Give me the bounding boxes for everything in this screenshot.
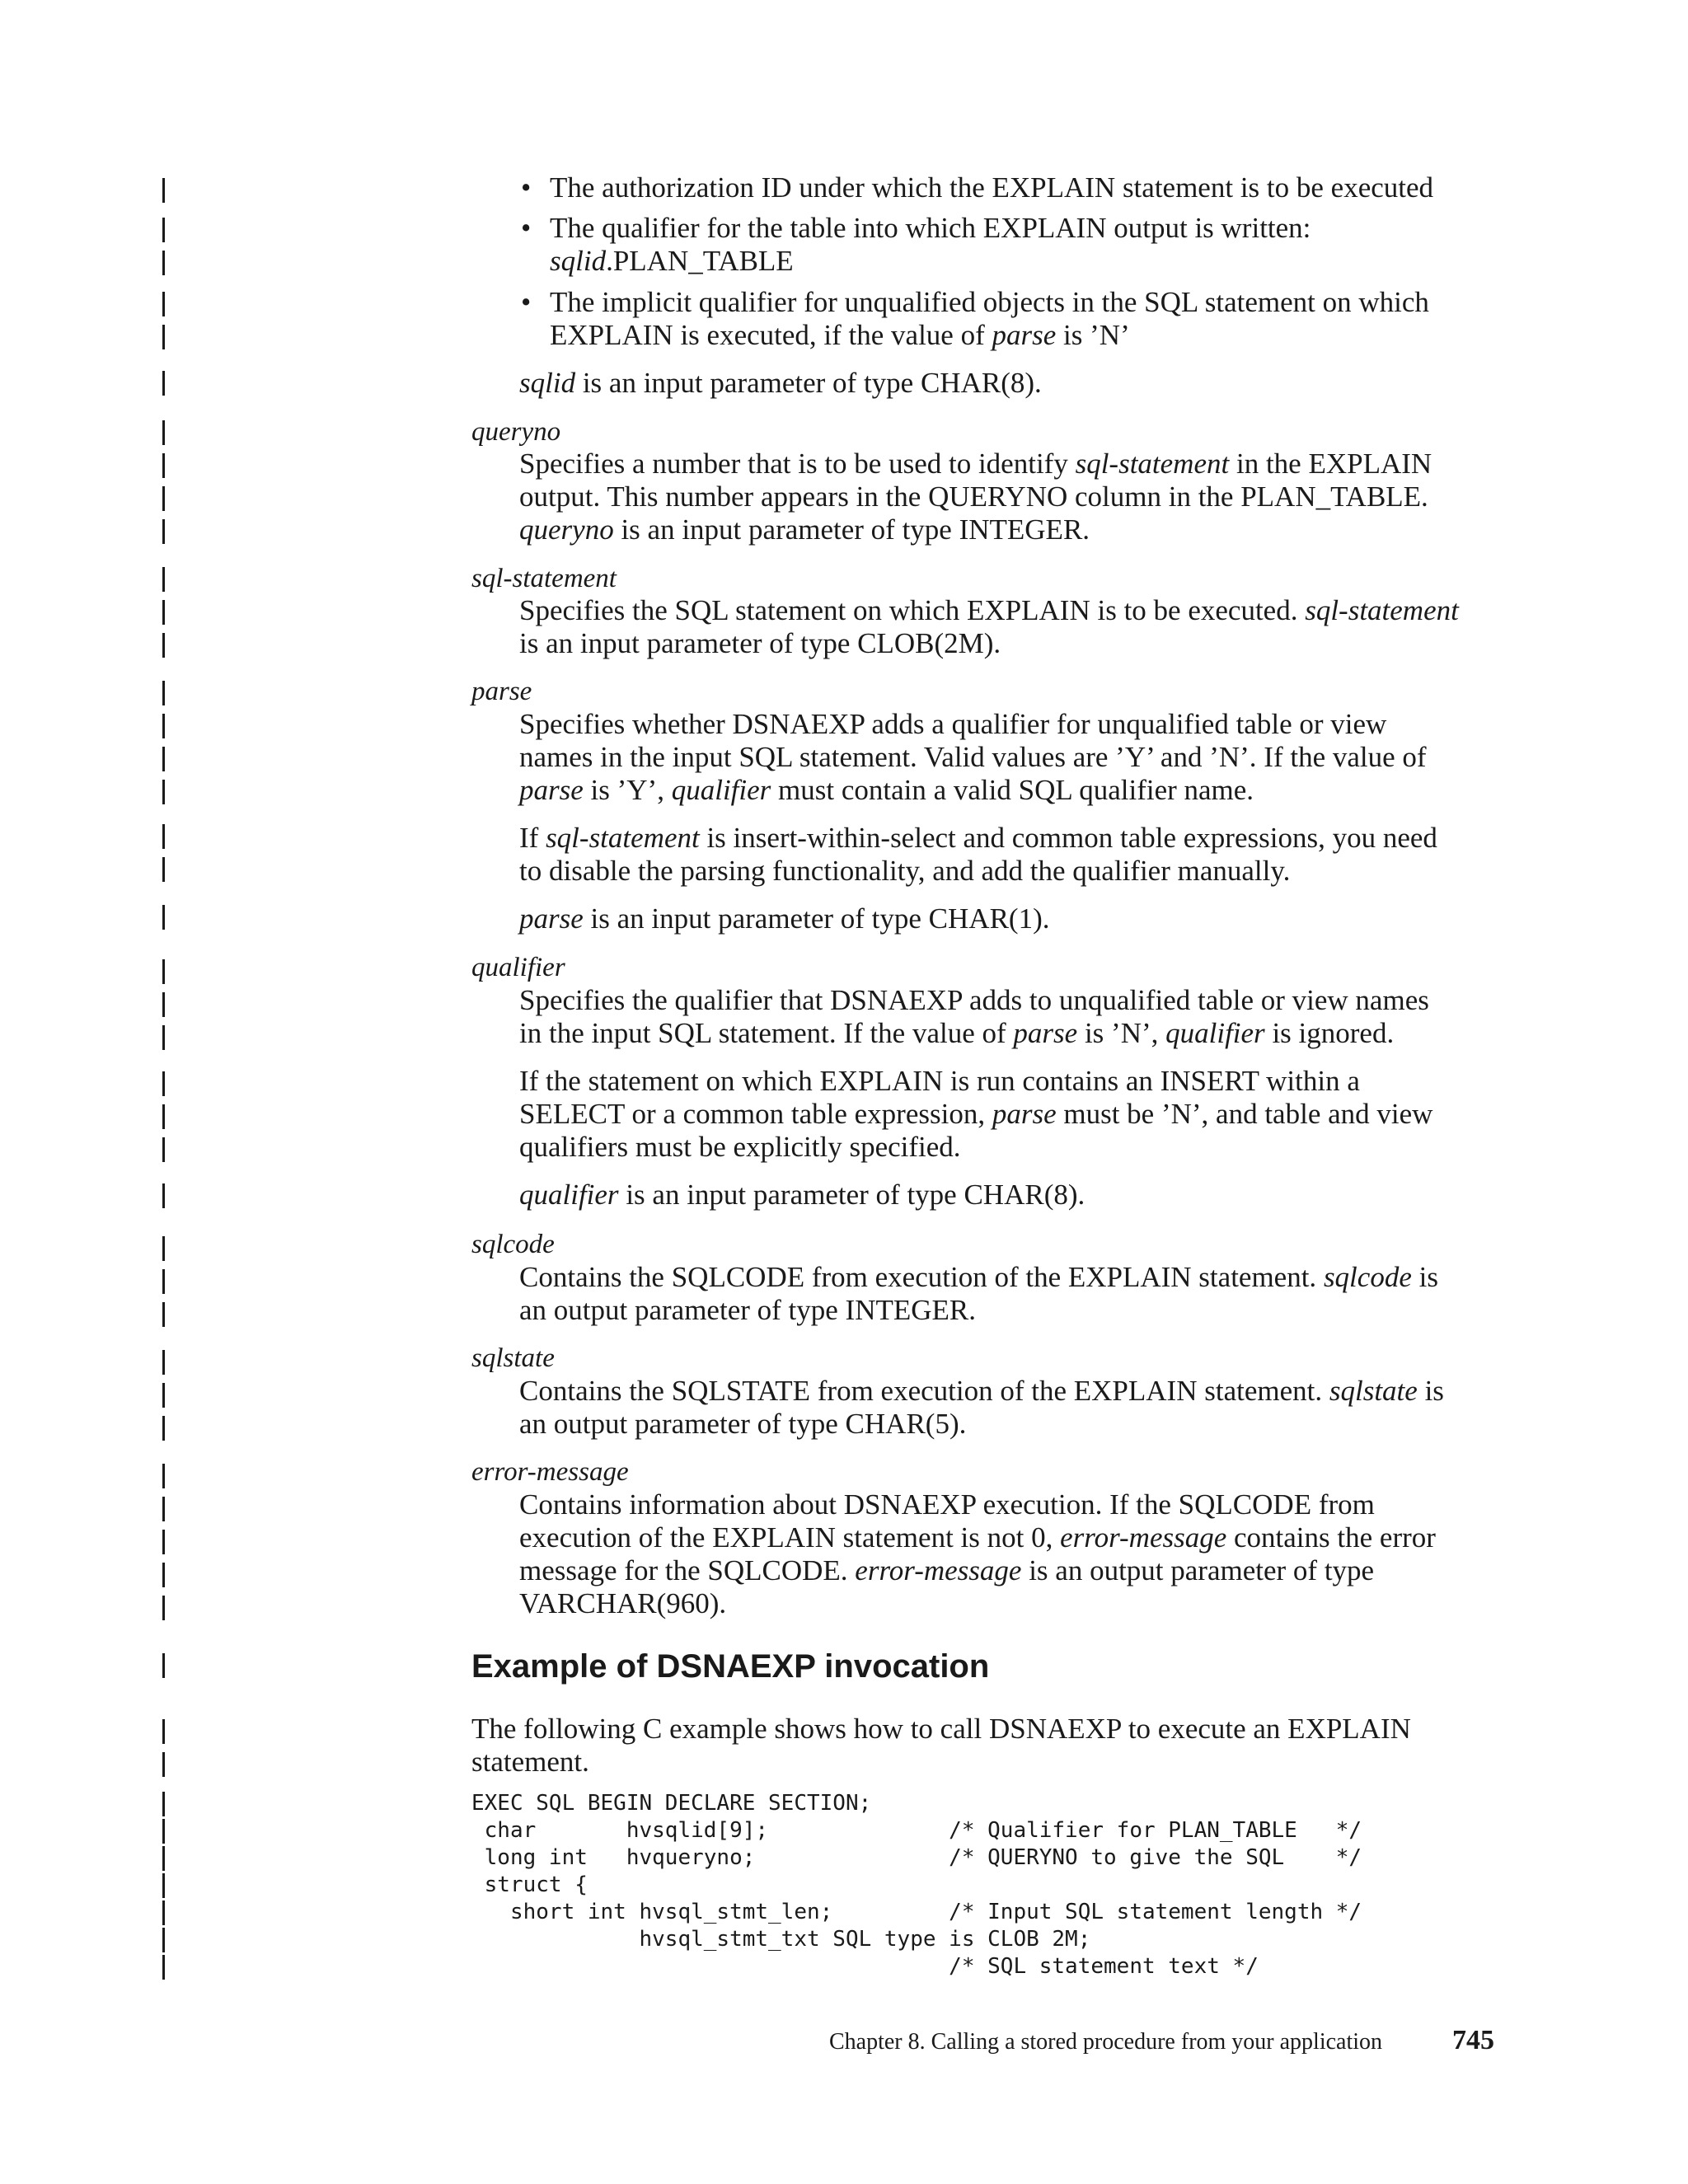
bullet-item-text: The implicit qualifier for unqualified objects in the SQL statement on which [550,286,1429,318]
revision-bar [162,905,165,930]
revision-bar [162,1955,165,1980]
definition-text: Contains the SQLSTATE from execution of the EXPLAIN statement. sqlstate is [519,1375,1444,1407]
revision-bar [162,1873,165,1898]
revision-bar [162,1900,165,1925]
revision-bar [162,1846,165,1871]
bullet-item-text: The authorization ID under which the EXPLAIN statement is to be executed [550,171,1434,204]
bullet-marker: • [521,286,532,318]
revision-bar [162,292,165,316]
revision-bar [162,1792,165,1816]
definition-text: parse is an input parameter of type CHAR(1). [519,902,1050,935]
revision-bar [162,780,165,804]
definition-text: parse is ’Y’, qualifier must contain a valid SQL qualifier name. [519,774,1254,806]
example-intro: The following C example shows how to call DSNAEXP to execute an EXPLAIN [471,1713,1411,1745]
definition-text: an output parameter of type INTEGER. [519,1294,976,1326]
term-sql-statement: sql-statement [471,564,617,593]
revision-bar [162,824,165,849]
term-error-message: error-message [471,1457,629,1487]
revision-bar [162,1928,165,1952]
definition-text: Specifies a number that is to be used to identify sql-statement in the EXPLAIN [519,448,1432,480]
revision-bar [162,747,165,771]
bullet-item-text: EXPLAIN is executed, if the value of parse is ’N’ [550,319,1130,351]
revision-bar [162,992,165,1017]
revision-bar [162,519,165,544]
definition-text: If sql-statement is insert-within-select and common table expressions, you need [519,822,1437,854]
revision-bar [162,1596,165,1620]
revision-bar [162,600,165,625]
revision-bar [162,1719,165,1744]
bullet-item-text: The qualifier for the table into which EXPLAIN output is written: [550,212,1311,244]
definition-text: Specifies the SQL statement on which EXPLAIN is to be executed. sql-statement [519,594,1459,626]
revision-bar [162,1819,165,1844]
revision-bar [162,1183,165,1208]
revision-bar [162,1383,165,1408]
footer-chapter: Chapter 8. Calling a stored procedure from your application [829,2029,1383,2055]
sqlid-type-text: sqlid is an input parameter of type CHAR(8). [519,367,1042,399]
definition-text: execution of the EXPLAIN statement is not 0, error-message contains the error [519,1521,1436,1554]
revision-bar [162,681,165,705]
definition-text: in the input SQL statement. If the value of parse is ’N’, qualifier is ignored. [519,1017,1395,1049]
definition-text: output. This number appears in the QUERYNO column in the PLAN_TABLE. [519,480,1428,513]
revision-bar [162,633,165,658]
revision-bar [162,251,165,275]
revision-bar [162,1071,165,1096]
revision-bar [162,325,165,349]
definition-text: qualifier is an input parameter of type CHAR(8). [519,1179,1085,1211]
revision-bar [162,1137,165,1162]
revision-bar [162,857,165,882]
bullet-item-text: sqlid.PLAN_TABLE [550,245,794,277]
revision-bar [162,1269,165,1294]
definition-text: Contains the SQLCODE from execution of the EXPLAIN statement. sqlcode is [519,1261,1438,1293]
revision-bar [162,420,165,445]
code-example: EXEC SQL BEGIN DECLARE SECTION; char hvsqlid[9]; /* Qualifier for PLAN_TABLE */ long int hvqueryno; /* QUERYNO to give the SQL */ struct { short int hvsql_stmt_len; /* Input SQL statement length */ hvsql_stmt_txt SQL type is CLOB 2M; /* SQL statement text */ [471,1791,1362,1979]
example-intro: statement. [471,1746,589,1778]
revision-bar [162,1497,165,1521]
term-queryno: queryno [471,417,561,447]
term-qualifier: qualifier [471,953,565,982]
revision-bar [162,1104,165,1129]
definition-text: If the statement on which EXPLAIN is run contains an INSERT within a [519,1065,1360,1097]
revision-bar [162,1464,165,1488]
page-number: 745 [1452,2025,1494,2055]
definition-text: SELECT or a common table expression, parse must be ’N’, and table and view [519,1098,1433,1130]
definition-text: qualifiers must be explicitly specified. [519,1131,961,1163]
bullet-marker: • [521,212,532,244]
definition-text: Contains information about DSNAEXP execution. If the SQLCODE from [519,1488,1375,1521]
revision-bar [162,1752,165,1777]
revision-bar [162,371,165,396]
revision-bar [162,1416,165,1441]
revision-bar [162,1350,165,1375]
definition-text: message for the SQLCODE. error-message is an output parameter of type [519,1554,1375,1586]
section-heading: Example of DSNAEXP invocation [471,1648,990,1685]
term-parse: parse [471,677,532,706]
revision-bar [162,1302,165,1327]
definition-text: is an input parameter of type CLOB(2M). [519,627,1001,659]
revision-bar [162,486,165,511]
revision-bar [162,714,165,738]
revision-bar [162,178,165,203]
term-sqlstate: sqlstate [471,1343,555,1373]
definition-text: an output parameter of type CHAR(5). [519,1408,967,1440]
revision-bar [162,1025,165,1050]
revision-bar [162,1653,165,1678]
term-sqlcode: sqlcode [471,1230,555,1259]
bullet-marker: • [521,171,532,204]
revision-bar [162,959,165,984]
definition-text: names in the input SQL statement. Valid values are ’Y’ and ’N’. If the value of [519,741,1427,773]
definition-text: to disable the parsing functionality, and add the qualifier manually. [519,855,1291,887]
definition-text: queryno is an input parameter of type INTEGER. [519,513,1090,546]
revision-bar [162,567,165,592]
definition-text: Specifies whether DSNAEXP adds a qualifier for unqualified table or view [519,708,1387,740]
revision-bar [162,453,165,478]
revision-bar [162,218,165,242]
definition-text: VARCHAR(960). [519,1587,727,1619]
revision-bar [162,1530,165,1554]
revision-bar [162,1236,165,1261]
definition-text: Specifies the qualifier that DSNAEXP adds to unqualified table or view names [519,984,1429,1016]
revision-bar [162,1563,165,1587]
